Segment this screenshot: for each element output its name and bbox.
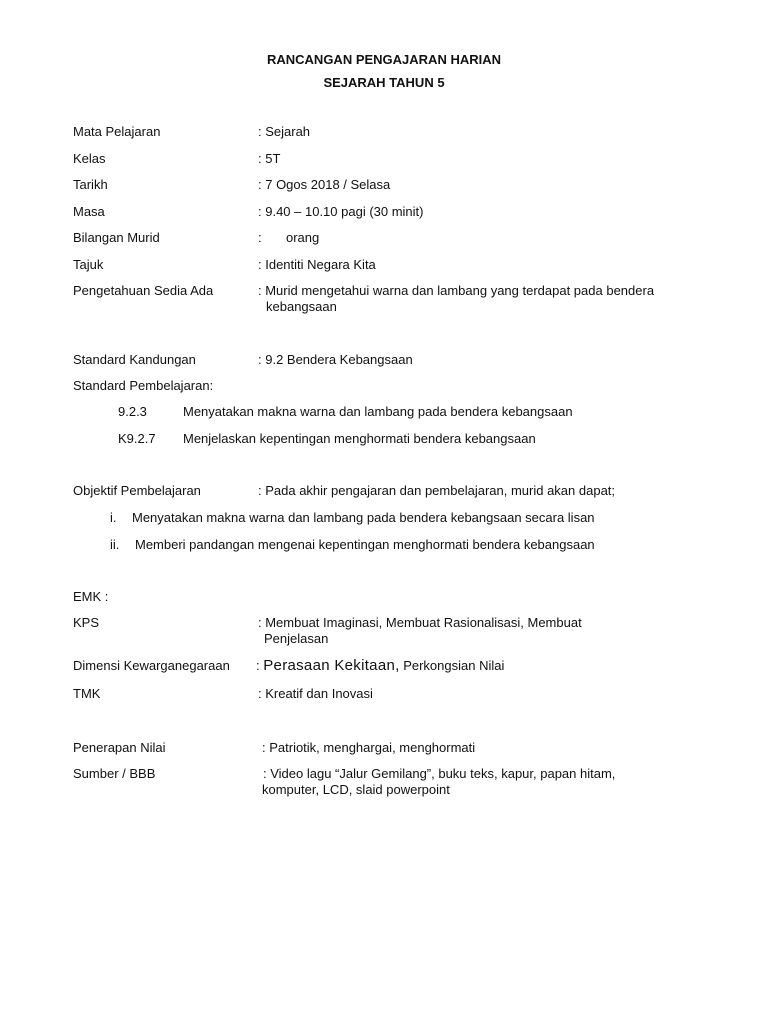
value-sumber-line1: : Video lagu “Jalur Gemilang”, buku teks, kapur, papan hitam, (263, 766, 616, 781)
label-tajuk: Tajuk (73, 257, 104, 272)
label-tarikh: Tarikh (73, 177, 108, 192)
label-nilai: Penerapan Nilai (73, 740, 166, 755)
label-pengetahuan: Pengetahuan Sedia Ada (73, 283, 214, 298)
label-mata-pelajaran: Mata Pelajaran (73, 124, 161, 139)
label-masa: Masa (73, 204, 105, 219)
objektif-item-num: ii. (110, 537, 120, 552)
value-kelas: : 5T (258, 151, 281, 166)
value-dimensi (256, 658, 504, 674)
label-standard-kandungan: Standard Kandungan (73, 352, 196, 367)
value-kps-line2: Penjelasan (264, 631, 329, 646)
value-mata-pelajaran: : Sejarah (258, 124, 311, 139)
value-tmk: : Kreatif dan Inovasi (258, 686, 373, 701)
value-pengetahuan (258, 283, 654, 315)
label-standard-pembelajaran: Standard Pembelajaran: (73, 378, 214, 393)
label-bilangan-murid: Bilangan Murid (73, 230, 160, 245)
value-sumber-line2: komputer, LCD, slaid powerpoint (262, 782, 450, 797)
value-dimensi-perkongsian: Perkongsian Nilai (403, 658, 505, 673)
value-pengetahuan-line1: : Murid mengetahui warna dan lambang yang terdapat pada bendera (258, 283, 655, 298)
label-sumber: Sumber / BBB (73, 766, 156, 781)
value-pengetahuan-line2: kebangsaan (266, 299, 337, 314)
objektif-item-text: Memberi pandangan mengenai kepentingan menghormati bendera kebangsaan (135, 537, 595, 552)
standard-item-text: Menyatakan makna warna dan lambang pada bendera kebangsaan (183, 404, 573, 419)
value-objektif: : Pada akhir pengajaran dan pembelajaran, murid akan dapat; (258, 483, 616, 498)
label-kelas: Kelas (73, 151, 106, 166)
value-standard-kandungan: : 9.2 Bendera Kebangsaan (258, 352, 413, 367)
value-masa: : 9.40 – 10.10 pagi (30 minit) (258, 204, 424, 219)
objektif-item-num: i. (110, 510, 117, 525)
value-tarikh: : 7 Ogos 2018 / Selasa (258, 177, 391, 192)
value-kps (258, 615, 582, 647)
label-objektif: Objektif Pembelajaran (73, 483, 201, 498)
document-title: RANCANGAN PENGAJARAN HARIAN (266, 52, 501, 67)
standard-item-code: 9.2.3 (118, 404, 147, 419)
standard-item-text: Menjelaskan kepentingan menghormati bendera kebangsaan (183, 431, 536, 446)
label-emk: EMK : (73, 589, 109, 604)
colon-dimensi: : (256, 658, 260, 673)
value-sumber (263, 766, 615, 798)
label-dimensi: Dimensi Kewarganegaraan (73, 658, 230, 673)
label-kps: KPS (73, 615, 100, 630)
value-tajuk: : Identiti Negara Kita (258, 257, 376, 272)
label-tmk: TMK (73, 686, 101, 701)
value-dimensi-kekitaan: Perasaan Kekitaan, (263, 657, 400, 674)
value-kps-line1: : Membuat Imaginasi, Membuat Rasionalisasi, Membuat (258, 615, 582, 630)
value-bilangan-murid: orang (286, 230, 320, 245)
value-nilai: : Patriotik, menghargai, menghormati (262, 740, 476, 755)
objektif-item-text: Menyatakan makna warna dan lambang pada bendera kebangsaan secara lisan (132, 510, 595, 525)
document-subtitle: SEJARAH TAHUN 5 (323, 75, 445, 90)
standard-item-code: K9.2.7 (118, 431, 156, 446)
colon-bilangan-murid: : (258, 230, 262, 245)
